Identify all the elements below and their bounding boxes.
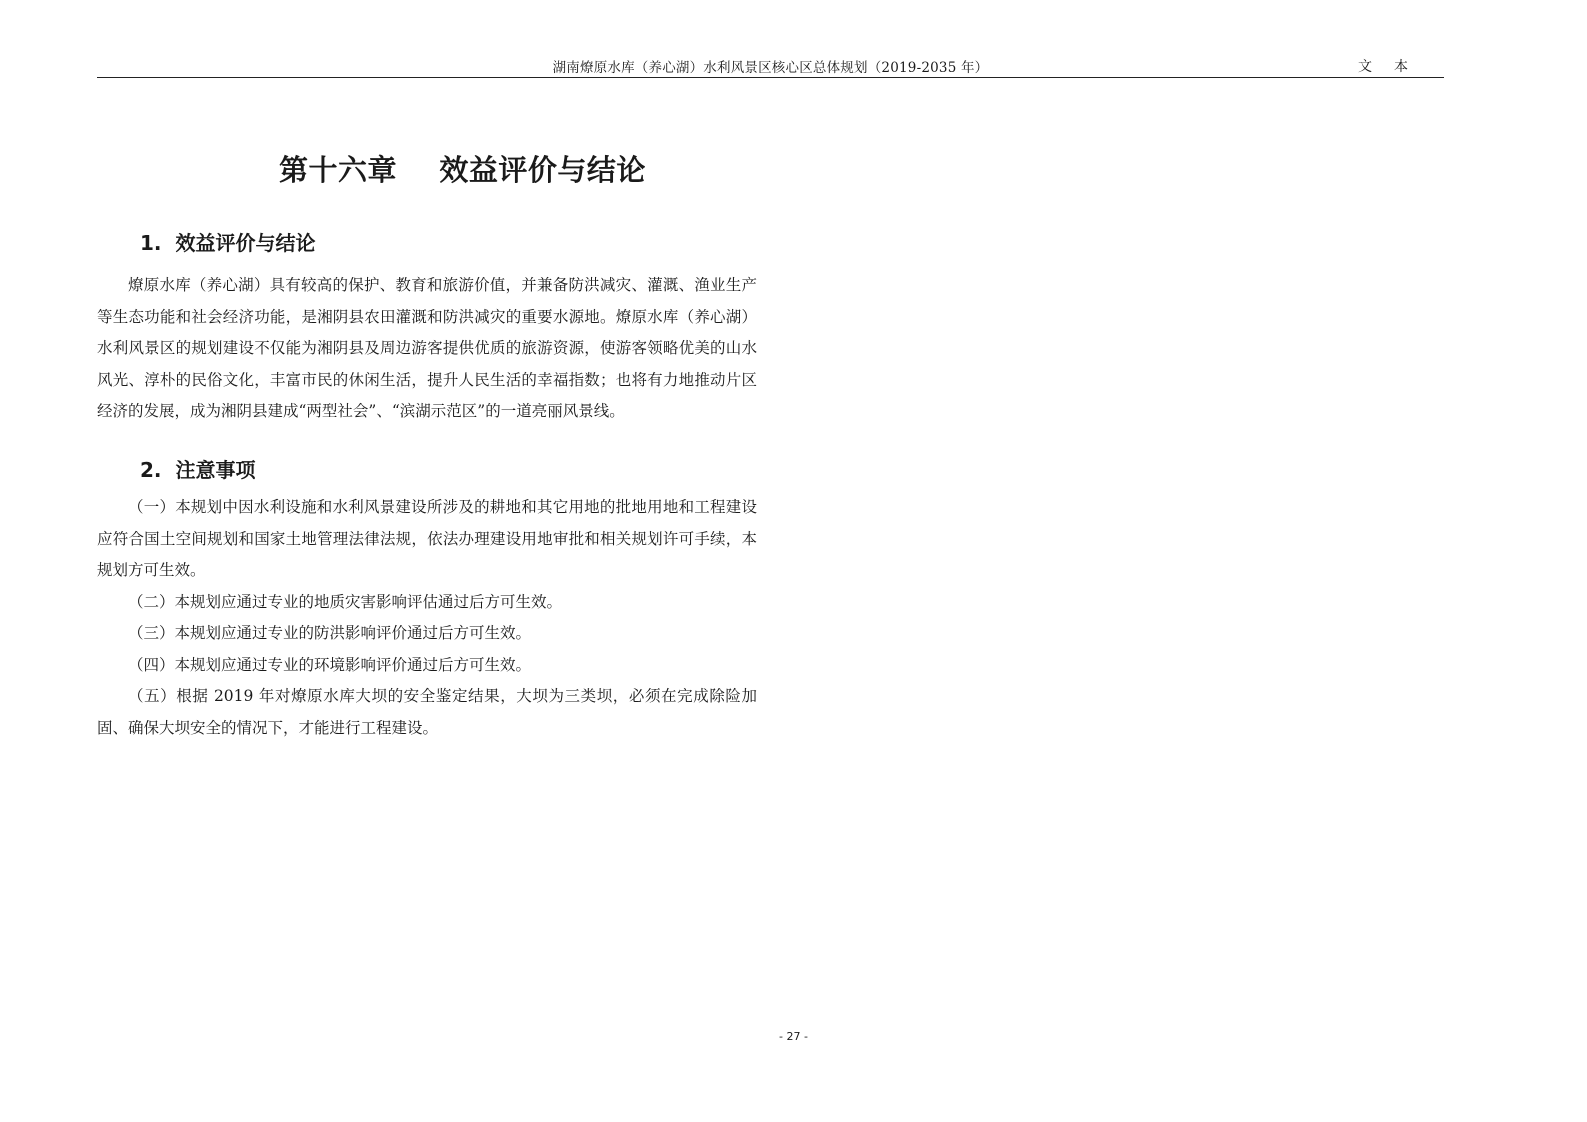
chapter-title: 第十六章 效益评价与结论 xyxy=(279,153,646,187)
note-item-5: （五）根据 2019 年对燎原水库大坝的安全鉴定结果，大坝为三类坝，必须在完成除险加固、确保大坝安全的情况下，才能进行工程建设。 xyxy=(97,687,757,737)
page-header xyxy=(97,55,1444,78)
header-doc-type: 文本 xyxy=(1358,59,1430,75)
header-title: 湖南燎原水库（养心湖）水利风景区核心区总体规划（2019-2035 年） xyxy=(552,60,989,76)
section-body-notes xyxy=(97,492,757,744)
section-body-benefit-evaluation xyxy=(97,270,757,428)
page-number: - 27 - xyxy=(779,1030,808,1043)
note-item-3: （三）本规划应通过专业的防洪影响评价通过后方可生效。 xyxy=(128,624,532,642)
section-heading-notes: 2. 注意事项 xyxy=(140,458,256,482)
paragraph: 燎原水库（养心湖）具有较高的保护、教育和旅游价值，并兼备防洪减灾、灌溉、渔业生产等生态功能和社会经济功能，是湘阴县农田灌溉和防洪减灾的重要水源地。燎原水库（养心湖）水利风景区的规划建设不仅能为湘阴县及周边游客提供优质的旅游资源，使游客领略优美的山水风光、淳朴的民俗文化，丰富市民的休闲生活，提升人民生活的幸福指数；也将有力地推动片区经济的发展，成为湘阴县建成“两型社会”、“滨湖示范区”的一道亮丽风景线。 xyxy=(97,276,757,420)
note-item-4: （四）本规划应通过专业的环境影响评价通过后方可生效。 xyxy=(128,655,532,674)
note-item-2: （二）本规划应通过专业的地质灾害影响评估通过后方可生效。 xyxy=(128,592,563,611)
section-heading-benefit-evaluation: 1. 效益评价与结论 xyxy=(140,231,316,255)
note-item-1: （一）本规划中因水利设施和水利风景建设所涉及的耕地和其它用地的批地用地和工程建设应符合国土空间规划和国家土地管理法律法规，依法办理建设用地审批和相关规划许可手续，本规划方可生效。 xyxy=(97,498,757,579)
